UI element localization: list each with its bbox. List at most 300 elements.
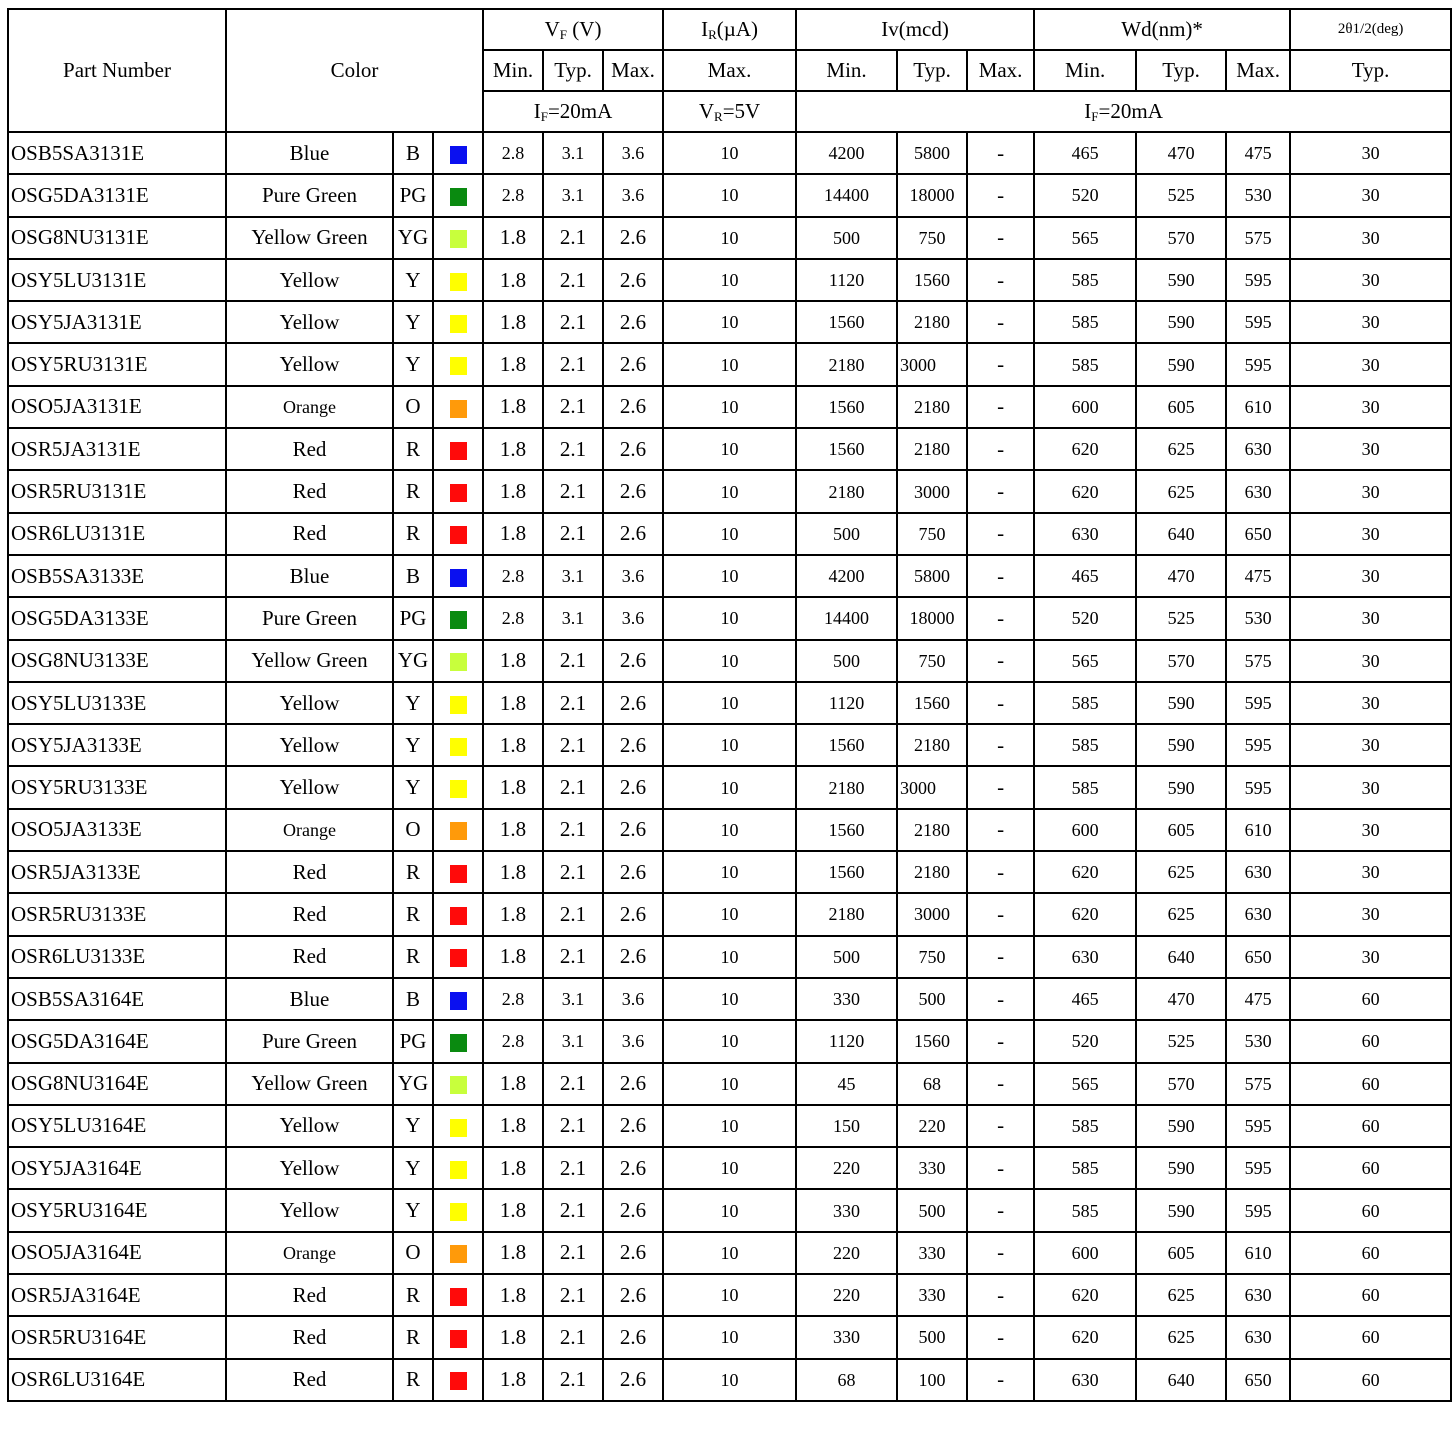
iv-max-cell: - (967, 1232, 1034, 1274)
iv-max-cell: - (967, 513, 1034, 555)
ir-max-cell: 10 (663, 1063, 796, 1105)
color-swatch (450, 1076, 467, 1094)
iv-max-cell: - (967, 1020, 1034, 1062)
vf-min-cell: 1.8 (483, 301, 543, 343)
wd-max-cell: 630 (1226, 1316, 1290, 1358)
color-name-cell: Red (226, 428, 393, 470)
iv-typ-cell: 2180 (897, 851, 967, 893)
vf-min-cell: 1.8 (483, 809, 543, 851)
wd-min-cell: 630 (1034, 936, 1136, 978)
table-row (8, 1147, 1451, 1189)
wd-typ-cell: 590 (1136, 1189, 1226, 1231)
vf-max-cell: 3.6 (603, 174, 663, 216)
angle-typ-cell: 30 (1290, 513, 1451, 555)
iv-max-cell: - (967, 259, 1034, 301)
iv-typ-cell: 5800 (897, 132, 967, 174)
iv-max-cell: - (967, 724, 1034, 766)
wd-min-cell: 520 (1034, 597, 1136, 639)
part-number-cell: OSO5JA3164E (8, 1232, 226, 1274)
angle-typ-cell: 60 (1290, 1359, 1451, 1401)
vf-max-cell: 3.6 (603, 597, 663, 639)
color-name-cell: Yellow Green (226, 217, 393, 259)
vf-max-cell: 2.6 (603, 470, 663, 512)
color-swatch (450, 273, 467, 291)
table-row (8, 1274, 1451, 1316)
vf-min-cell: 1.8 (483, 1063, 543, 1105)
vf-min-cell: 2.8 (483, 597, 543, 639)
wd-typ-cell: 570 (1136, 217, 1226, 259)
table-body (8, 132, 1451, 1401)
vf-max-cell: 3.6 (603, 132, 663, 174)
vf-max-cell: 2.6 (603, 936, 663, 978)
vf-max-cell: 2.6 (603, 851, 663, 893)
wd-max-cell: 610 (1226, 1232, 1290, 1274)
header-wd-max: Max. (1226, 50, 1290, 91)
ir-max-cell: 10 (663, 301, 796, 343)
iv-typ-cell: 1560 (897, 259, 967, 301)
header-forward-voltage (483, 9, 663, 50)
vf-typ-cell: 2.1 (543, 724, 603, 766)
iv-typ-cell: 500 (897, 1189, 967, 1231)
table-row (8, 851, 1451, 893)
iv-min-cell: 1560 (796, 809, 897, 851)
cond-vr-value: =5V (722, 98, 761, 123)
part-number-cell: OSG5DA3131E (8, 174, 226, 216)
iv-max-cell: - (967, 343, 1034, 385)
wd-typ-cell: 590 (1136, 259, 1226, 301)
iv-max-cell: - (967, 640, 1034, 682)
table-row (8, 978, 1451, 1020)
vf-min-cell: 1.8 (483, 851, 543, 893)
vf-min-cell: 2.8 (483, 978, 543, 1020)
color-swatch-cell (433, 978, 483, 1020)
iv-typ-cell: 1560 (897, 1020, 967, 1062)
vf-min-cell: 1.8 (483, 724, 543, 766)
color-code-cell: O (393, 1232, 433, 1274)
wd-min-cell: 585 (1034, 1189, 1136, 1231)
iv-typ-cell: 500 (897, 1316, 967, 1358)
table-row (8, 597, 1451, 639)
vf-min-cell: 2.8 (483, 1020, 543, 1062)
color-code-cell: R (393, 1359, 433, 1401)
iv-typ-cell: 3000 (897, 893, 967, 935)
wd-typ-cell: 625 (1136, 1274, 1226, 1316)
wd-typ-cell: 605 (1136, 386, 1226, 428)
wd-max-cell: 575 (1226, 217, 1290, 259)
color-swatch-cell (433, 343, 483, 385)
iv-min-cell: 1120 (796, 1020, 897, 1062)
wd-min-cell: 565 (1034, 1063, 1136, 1105)
color-swatch-cell (433, 766, 483, 808)
iv-typ-cell: 220 (897, 1105, 967, 1147)
vf-typ-cell: 2.1 (543, 259, 603, 301)
ir-max-cell: 10 (663, 1147, 796, 1189)
color-name-cell: Orange (226, 809, 393, 851)
color-name-cell: Yellow (226, 1105, 393, 1147)
header-condition-vr (663, 91, 796, 132)
iv-typ-cell: 3000 (897, 470, 967, 512)
color-swatch (450, 949, 467, 967)
part-number-cell: OSG5DA3133E (8, 597, 226, 639)
vf-min-cell: 2.8 (483, 132, 543, 174)
color-swatch (450, 230, 467, 248)
ir-max-cell: 10 (663, 174, 796, 216)
vf-typ-cell: 2.1 (543, 1189, 603, 1231)
cond-if2-subscript: F (1091, 108, 1099, 124)
wd-max-cell: 650 (1226, 513, 1290, 555)
table-row (8, 428, 1451, 470)
color-swatch-cell (433, 724, 483, 766)
color-swatch-cell (433, 1147, 483, 1189)
part-number-cell: OSB5SA3131E (8, 132, 226, 174)
wd-typ-cell: 470 (1136, 555, 1226, 597)
vf-typ-cell: 2.1 (543, 386, 603, 428)
header-row-1 (8, 9, 1451, 50)
table-row (8, 809, 1451, 851)
color-name-cell: Yellow Green (226, 1063, 393, 1105)
color-swatch (450, 442, 467, 460)
color-code-cell: B (393, 978, 433, 1020)
vf-typ-cell: 2.1 (543, 893, 603, 935)
table-row (8, 1359, 1451, 1401)
color-code-cell: Y (393, 1105, 433, 1147)
iv-min-cell: 220 (796, 1232, 897, 1274)
vf-min-cell: 1.8 (483, 766, 543, 808)
wd-max-cell: 630 (1226, 893, 1290, 935)
iv-max-cell: - (967, 1316, 1034, 1358)
vf-min-cell: 1.8 (483, 259, 543, 301)
ir-max-cell: 10 (663, 1189, 796, 1231)
wd-typ-cell: 640 (1136, 513, 1226, 555)
iv-min-cell: 220 (796, 1147, 897, 1189)
table-row (8, 1232, 1451, 1274)
color-code-cell: PG (393, 174, 433, 216)
table-row (8, 555, 1451, 597)
angle-typ-cell: 30 (1290, 217, 1451, 259)
angle-typ-cell: 30 (1290, 259, 1451, 301)
vf-subscript: F (559, 26, 568, 42)
color-swatch (450, 1119, 467, 1137)
vf-max-cell: 2.6 (603, 1359, 663, 1401)
table-row (8, 217, 1451, 259)
wd-min-cell: 620 (1034, 893, 1136, 935)
color-name-cell: Red (226, 936, 393, 978)
header-condition-if (483, 91, 663, 132)
ir-subscript: R (708, 26, 717, 42)
wd-max-cell: 595 (1226, 301, 1290, 343)
color-name-cell: Yellow (226, 1189, 393, 1231)
color-swatch-cell (433, 301, 483, 343)
wd-min-cell: 585 (1034, 301, 1136, 343)
wd-typ-cell: 590 (1136, 724, 1226, 766)
header-vf-max: Max. (603, 50, 663, 91)
iv-max-cell: - (967, 301, 1034, 343)
color-swatch (450, 738, 467, 756)
header-wd-typ: Typ. (1136, 50, 1226, 91)
vf-typ-cell: 3.1 (543, 597, 603, 639)
color-swatch-cell (433, 513, 483, 555)
wd-max-cell: 530 (1226, 174, 1290, 216)
wd-max-cell: 595 (1226, 1147, 1290, 1189)
vf-typ-cell: 2.1 (543, 428, 603, 470)
part-number-cell: OSO5JA3133E (8, 809, 226, 851)
angle-typ-cell: 30 (1290, 343, 1451, 385)
vf-max-cell: 2.6 (603, 682, 663, 724)
color-code-cell: PG (393, 597, 433, 639)
color-swatch (450, 1034, 467, 1052)
header-luminous-intensity: Iv(mcd) (796, 9, 1034, 50)
vf-min-cell: 2.8 (483, 174, 543, 216)
ir-max-cell: 10 (663, 724, 796, 766)
part-number-cell: OSR5RU3133E (8, 893, 226, 935)
header-iv-typ: Typ. (897, 50, 967, 91)
part-number-cell: OSR6LU3133E (8, 936, 226, 978)
wd-typ-cell: 570 (1136, 640, 1226, 682)
vf-max-cell: 2.6 (603, 1147, 663, 1189)
color-swatch-cell (433, 936, 483, 978)
color-code-cell: YG (393, 217, 433, 259)
vf-typ-cell: 2.1 (543, 301, 603, 343)
ir-max-cell: 10 (663, 470, 796, 512)
vf-typ-cell: 2.1 (543, 1147, 603, 1189)
iv-min-cell: 150 (796, 1105, 897, 1147)
wd-min-cell: 620 (1034, 1274, 1136, 1316)
wd-min-cell: 620 (1034, 1316, 1136, 1358)
color-name-cell: Blue (226, 978, 393, 1020)
color-swatch-cell (433, 1105, 483, 1147)
header-color: Color (226, 9, 483, 132)
color-name-cell: Yellow (226, 343, 393, 385)
angle-typ-cell: 30 (1290, 174, 1451, 216)
table-row (8, 132, 1451, 174)
iv-typ-cell: 750 (897, 936, 967, 978)
vf-max-cell: 3.6 (603, 1020, 663, 1062)
color-name-cell: Yellow (226, 724, 393, 766)
vf-typ-cell: 2.1 (543, 640, 603, 682)
wd-max-cell: 595 (1226, 682, 1290, 724)
wd-max-cell: 595 (1226, 343, 1290, 385)
ir-max-cell: 10 (663, 597, 796, 639)
part-number-cell: OSR5RU3164E (8, 1316, 226, 1358)
vf-max-cell: 2.6 (603, 724, 663, 766)
vf-min-cell: 1.8 (483, 1274, 543, 1316)
vf-typ-cell: 2.1 (543, 1316, 603, 1358)
wd-min-cell: 585 (1034, 1147, 1136, 1189)
cond-if2-symbol: I (1084, 98, 1092, 123)
vf-max-cell: 3.6 (603, 555, 663, 597)
vf-typ-cell: 2.1 (543, 1232, 603, 1274)
table-row (8, 386, 1451, 428)
color-swatch (450, 357, 467, 375)
header-part-number: Part Number (8, 9, 226, 132)
wd-min-cell: 565 (1034, 217, 1136, 259)
iv-max-cell: - (967, 470, 1034, 512)
iv-typ-cell: 100 (897, 1359, 967, 1401)
ir-max-cell: 10 (663, 513, 796, 555)
iv-min-cell: 330 (796, 1316, 897, 1358)
iv-min-cell: 4200 (796, 132, 897, 174)
iv-typ-cell: 3000 (897, 343, 967, 385)
angle-typ-cell: 30 (1290, 936, 1451, 978)
color-name-cell: Orange (226, 1232, 393, 1274)
angle-typ-cell: 30 (1290, 301, 1451, 343)
vf-max-cell: 2.6 (603, 1105, 663, 1147)
iv-max-cell: - (967, 936, 1034, 978)
table-row (8, 640, 1451, 682)
iv-typ-cell: 2180 (897, 809, 967, 851)
vf-min-cell: 1.8 (483, 1147, 543, 1189)
cond-vr-symbol: V (698, 98, 715, 123)
wd-max-cell: 630 (1226, 428, 1290, 470)
cond-if2-value: =20mA (1098, 98, 1163, 123)
iv-typ-cell: 18000 (897, 174, 967, 216)
wd-min-cell: 585 (1034, 343, 1136, 385)
color-name-cell: Pure Green (226, 174, 393, 216)
color-name-cell: Blue (226, 555, 393, 597)
iv-max-cell: - (967, 217, 1034, 259)
wd-max-cell: 610 (1226, 386, 1290, 428)
wd-typ-cell: 590 (1136, 301, 1226, 343)
wd-max-cell: 630 (1226, 470, 1290, 512)
color-swatch-cell (433, 217, 483, 259)
iv-min-cell: 14400 (796, 597, 897, 639)
color-name-cell: Red (226, 1274, 393, 1316)
wd-typ-cell: 625 (1136, 470, 1226, 512)
part-number-cell: OSY5RU3164E (8, 1189, 226, 1231)
vf-max-cell: 2.6 (603, 893, 663, 935)
wd-min-cell: 465 (1034, 978, 1136, 1020)
part-number-cell: OSG5DA3164E (8, 1020, 226, 1062)
angle-typ-cell: 30 (1290, 386, 1451, 428)
color-code-cell: B (393, 132, 433, 174)
vf-min-cell: 1.8 (483, 343, 543, 385)
color-swatch (450, 1203, 467, 1221)
vf-typ-cell: 2.1 (543, 766, 603, 808)
vf-max-cell: 3.6 (603, 978, 663, 1020)
color-swatch-cell (433, 132, 483, 174)
vf-min-cell: 1.8 (483, 1105, 543, 1147)
cond-if-value: =20mA (547, 98, 613, 123)
angle-typ-cell: 60 (1290, 978, 1451, 1020)
table-row (8, 1105, 1451, 1147)
header-iv-min: Min. (796, 50, 897, 91)
iv-min-cell: 1120 (796, 682, 897, 724)
ir-max-cell: 10 (663, 766, 796, 808)
wd-max-cell: 595 (1226, 724, 1290, 766)
vf-min-cell: 1.8 (483, 1232, 543, 1274)
wd-max-cell: 630 (1226, 1274, 1290, 1316)
header-vf-typ: Typ. (543, 50, 603, 91)
iv-typ-cell: 5800 (897, 555, 967, 597)
iv-min-cell: 500 (796, 217, 897, 259)
vf-min-cell: 2.8 (483, 555, 543, 597)
wd-min-cell: 600 (1034, 386, 1136, 428)
color-code-cell: R (393, 893, 433, 935)
wd-min-cell: 565 (1034, 640, 1136, 682)
wd-min-cell: 600 (1034, 809, 1136, 851)
wd-min-cell: 630 (1034, 1359, 1136, 1401)
part-number-cell: OSY5JA3133E (8, 724, 226, 766)
ir-max-cell: 10 (663, 1105, 796, 1147)
ir-max-cell: 10 (663, 1020, 796, 1062)
table-row (8, 893, 1451, 935)
color-swatch-cell (433, 682, 483, 724)
wd-typ-cell: 590 (1136, 682, 1226, 724)
iv-min-cell: 1560 (796, 301, 897, 343)
color-swatch-cell (433, 259, 483, 301)
vf-max-cell: 2.6 (603, 766, 663, 808)
angle-typ-cell: 30 (1290, 640, 1451, 682)
vf-min-cell: 1.8 (483, 640, 543, 682)
vf-min-cell: 1.8 (483, 1189, 543, 1231)
iv-min-cell: 2180 (796, 470, 897, 512)
iv-max-cell: - (967, 893, 1034, 935)
wd-min-cell: 620 (1034, 851, 1136, 893)
vf-unit: (V) (567, 16, 602, 41)
angle-typ-cell: 60 (1290, 1063, 1451, 1105)
color-swatch-cell (433, 1063, 483, 1105)
ir-max-cell: 10 (663, 132, 796, 174)
part-number-cell: OSY5RU3133E (8, 766, 226, 808)
color-name-cell: Yellow (226, 301, 393, 343)
iv-typ-cell: 2180 (897, 386, 967, 428)
vf-typ-cell: 2.1 (543, 470, 603, 512)
wd-max-cell: 575 (1226, 640, 1290, 682)
color-swatch-cell (433, 1359, 483, 1401)
color-swatch (450, 653, 467, 671)
wd-min-cell: 585 (1034, 682, 1136, 724)
wd-typ-cell: 605 (1136, 809, 1226, 851)
ir-max-cell: 10 (663, 640, 796, 682)
vf-typ-cell: 3.1 (543, 174, 603, 216)
header-vf-min: Min. (483, 50, 543, 91)
wd-max-cell: 595 (1226, 259, 1290, 301)
color-name-cell: Yellow (226, 682, 393, 724)
iv-typ-cell: 330 (897, 1232, 967, 1274)
vf-max-cell: 2.6 (603, 259, 663, 301)
color-name-cell: Red (226, 513, 393, 555)
vf-max-cell: 2.6 (603, 343, 663, 385)
vf-min-cell: 1.8 (483, 1359, 543, 1401)
vf-max-cell: 2.6 (603, 1063, 663, 1105)
iv-min-cell: 14400 (796, 174, 897, 216)
wd-min-cell: 620 (1034, 470, 1136, 512)
wd-max-cell: 595 (1226, 1105, 1290, 1147)
wd-typ-cell: 625 (1136, 893, 1226, 935)
color-swatch-cell (433, 174, 483, 216)
iv-typ-cell: 330 (897, 1274, 967, 1316)
iv-max-cell: - (967, 1105, 1034, 1147)
color-swatch (450, 315, 467, 333)
color-code-cell: Y (393, 766, 433, 808)
wd-min-cell: 600 (1034, 1232, 1136, 1274)
iv-min-cell: 1560 (796, 851, 897, 893)
wd-max-cell: 530 (1226, 1020, 1290, 1062)
header-dominant-wavelength: Wd(nm)* (1034, 9, 1290, 50)
color-code-cell: R (393, 1274, 433, 1316)
ir-max-cell: 10 (663, 978, 796, 1020)
part-number-cell: OSR5JA3131E (8, 428, 226, 470)
header-reverse-current (663, 9, 796, 50)
color-swatch (450, 822, 467, 840)
table-row (8, 682, 1451, 724)
iv-typ-cell: 2180 (897, 428, 967, 470)
iv-max-cell: - (967, 1147, 1034, 1189)
color-swatch (450, 865, 467, 883)
table-row (8, 766, 1451, 808)
color-swatch-cell (433, 1020, 483, 1062)
vf-typ-cell: 2.1 (543, 343, 603, 385)
